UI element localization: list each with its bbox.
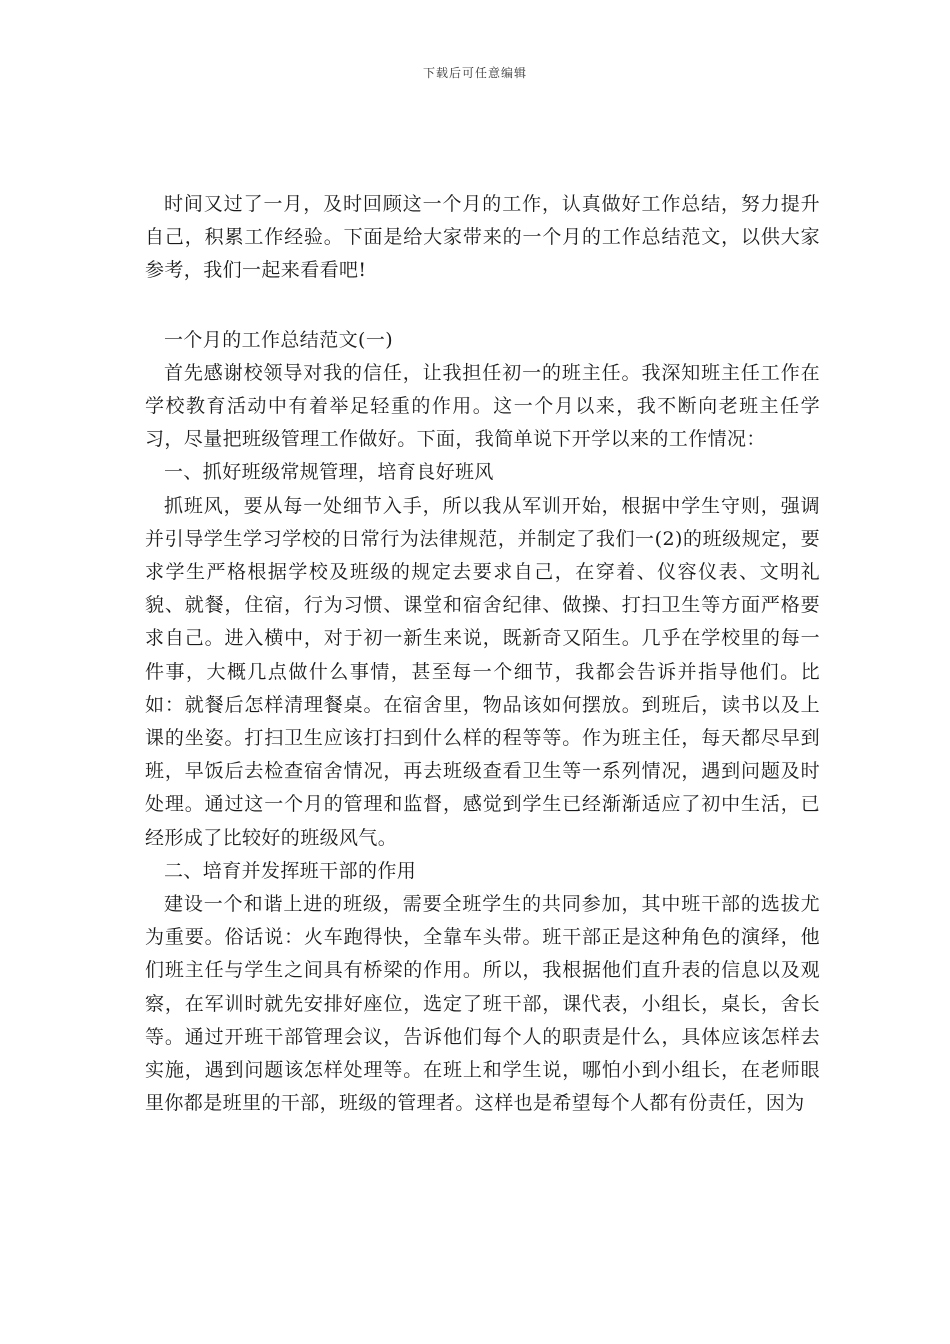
body-paragraph-1: 首先感谢校领导对我的信任，让我担任初一的班主任。我深知班主任工作在学校教育活动中有着举足轻重的作用。这一个月以来，我不断向老班主任学习，尽量把班级管理工作做好。下面，我简单说下开学以来的工作情况： xyxy=(145,361,820,451)
intro-paragraph: 时间又过了一月，及时回顾这一个月的工作，认真做好工作总结，努力提升自己，积累工作经验。下面是给大家带来的一个月的工作总结范文，以供大家参考，我们一起来看看吧! xyxy=(145,193,820,282)
section-1-heading: 一、抓好班级常规管理，培育良好班风 xyxy=(164,461,494,484)
section-2-body: 建设一个和谐上进的班级，需要全班学生的共同参加，其中班干部的选拔尤为重要。俗话说：火车跑得快，全靠车头带。班干部正是这种角色的演绎，他们班主任与学生之间具有桥梁的作用。所以，我根据他们直升表的信息以及观察，在军训时就先安排好座位，选定了班干部，课代表，小组长，桌长，舍长等。通过开班干部管理会议，告诉他们每个人的职责是什么，具体应该怎样去实施，遇到问题该怎样处理等。在班上和学生说，哪怕小到小组长，在老师眼里你都是班里的干部，班级的管理者。这样也是希望每个人都有份责任，因为 xyxy=(145,893,820,1115)
section-spacer xyxy=(145,288,820,324)
document-body xyxy=(145,188,820,1120)
page-header-note: 下载后可任意编辑 xyxy=(422,66,527,80)
section-1-body: 抓班风，要从每一处细节入手，所以我从军训开始，根据中学生守则，强调并引导学生学习学校的日常行为法律规范，并制定了我们一(2)的班级规定，要求学生严格根据学校及班级的规定去要求自己，在穿着、仪容仪表、文明礼貌、就餐，住宿，行为习惯、课堂和宿舍纪律、做操、打扫卫生等方面严格要求自己。进入横中，对于初一新生来说，既新奇又陌生。几乎在学校里的每一件事，大概几点做什么事情，甚至每一个细节，我都会告诉并指导他们。比如：就餐后怎样清理餐桌。在宿舍里，物品该如何摆放。到班后，读书以及上课的坐姿。打扫卫生应该打扫到什么样的程等等。作为班主任，每天都尽早到班，早饭后去检查宿舍情况，再去班级查看卫生等一系列情况，遇到问题及时处理。通过这一个月的管理和监督，感觉到学生已经渐渐适应了初中生活，已经形成了比较好的班级风气。 xyxy=(145,494,820,849)
section-2-heading: 二、培育并发挥班干部的作用 xyxy=(164,859,417,882)
article-title: 一个月的工作总结范文(一) xyxy=(164,328,394,351)
